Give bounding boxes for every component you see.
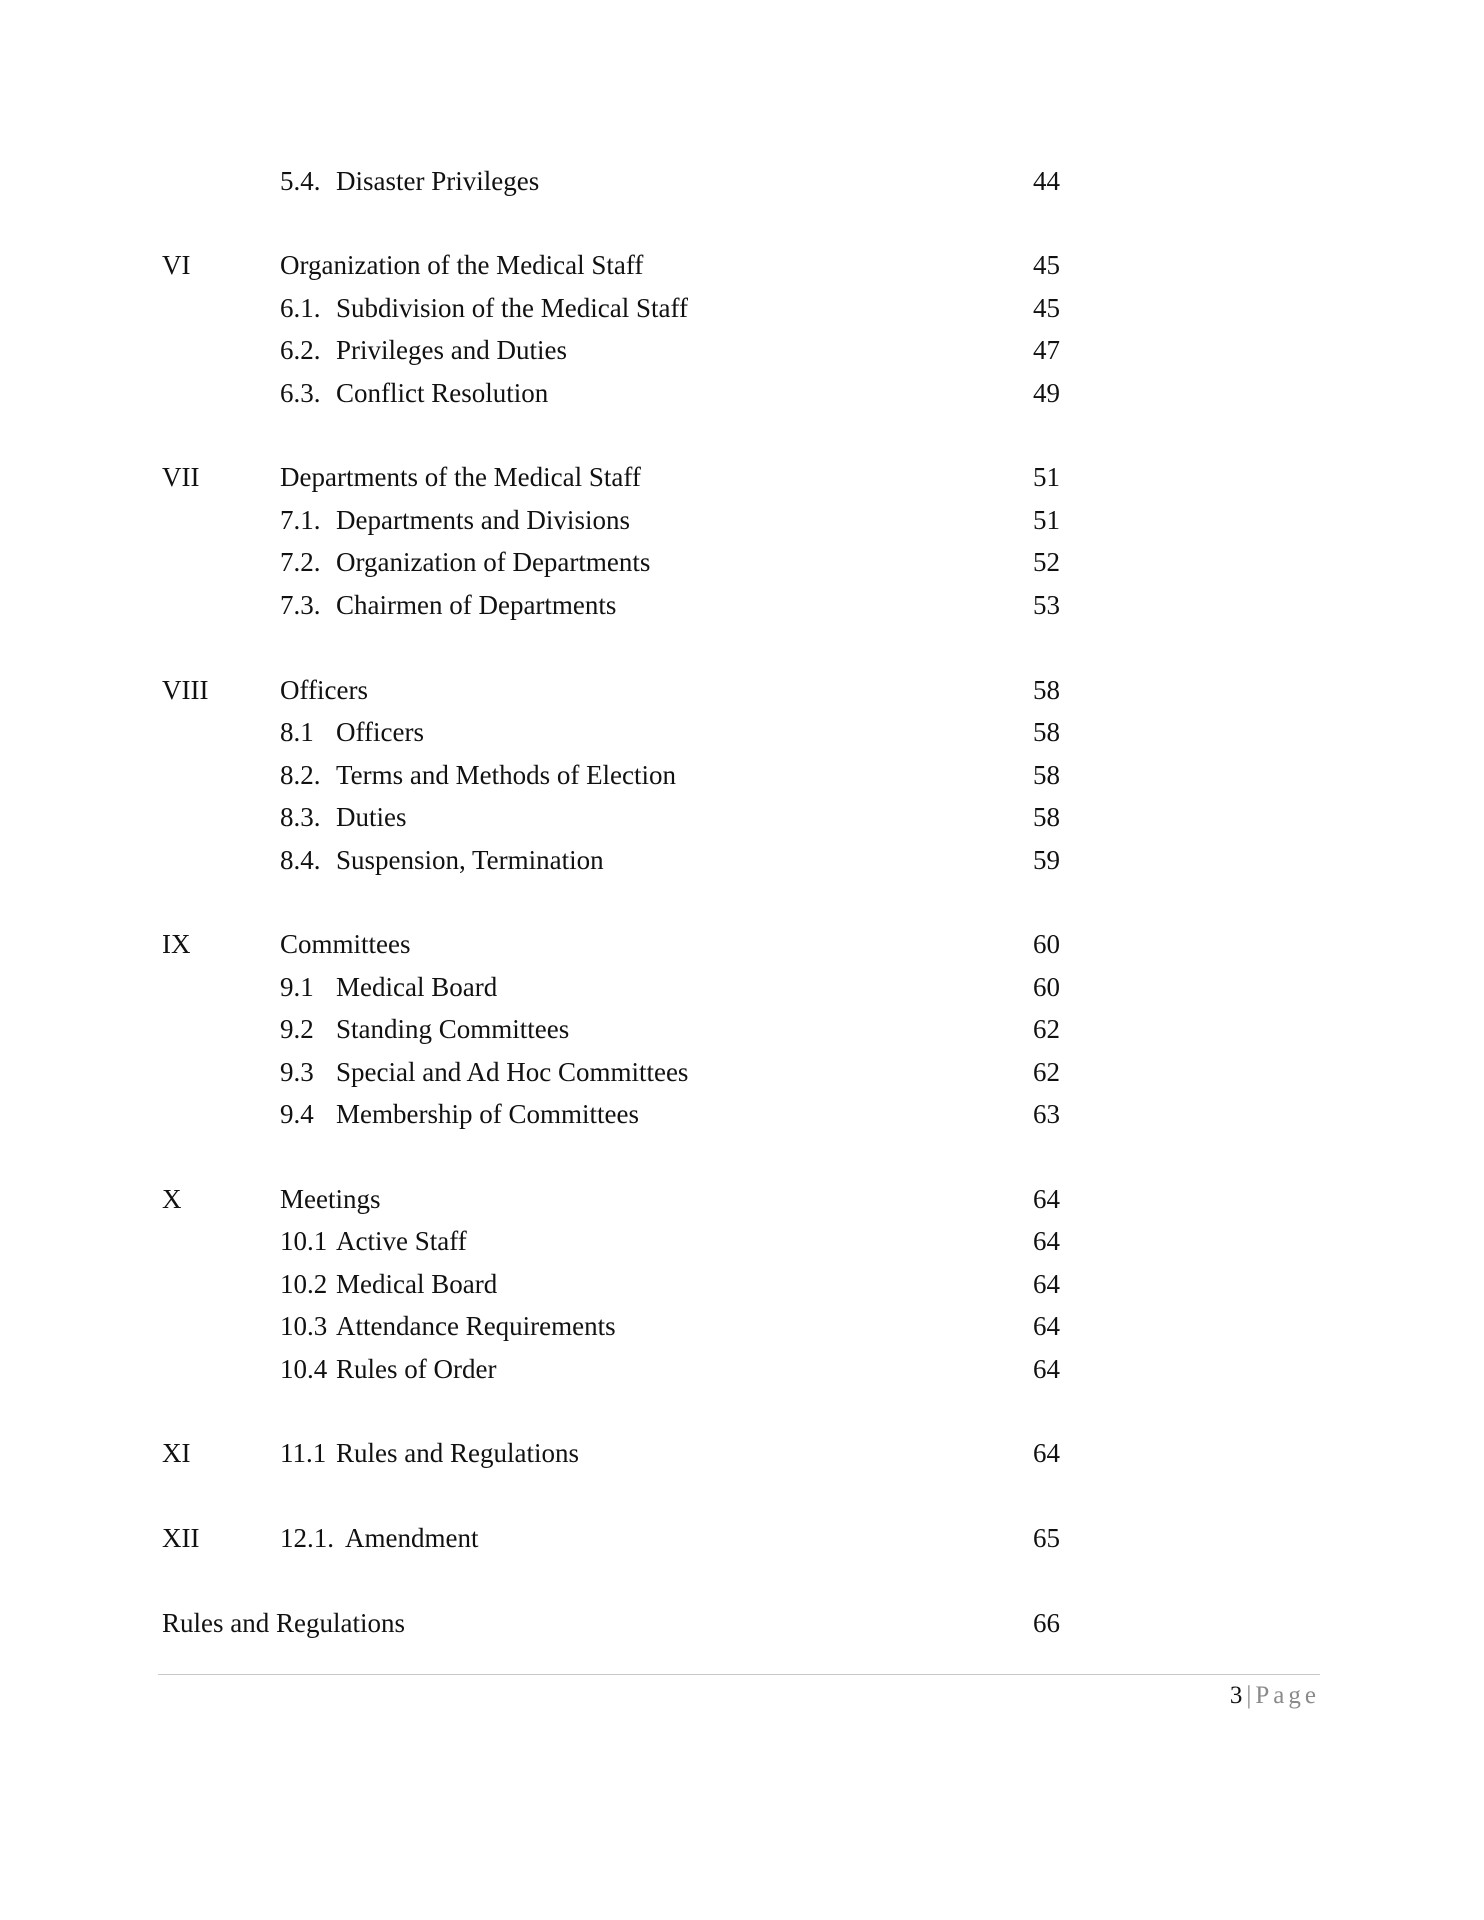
toc-entry [0,797,1484,837]
toc-page-number: 51 [1033,505,1060,535]
toc-chapter-numeral: IX [162,929,191,959]
toc-page-number: 64 [1033,1438,1060,1468]
toc-section-number: 9.3 [280,1057,314,1087]
toc-section-title: Officers [336,717,424,747]
toc-chapter-title: Organization of the Medical Staff [280,250,644,280]
toc-entry [0,585,1484,625]
toc-section-title: Privileges and Duties [336,335,567,365]
footer-page-word: Page [1255,1682,1320,1709]
toc-section-title: Terms and Methods of Election [336,760,677,790]
toc-section-title: Medical Board [336,1269,498,1299]
toc-chapter-numeral: VI [162,250,191,280]
toc-section-title: Disaster Privileges [336,166,540,196]
toc-section-number: 9.1 [280,972,314,1002]
toc-section-title: Membership of Committees [336,1099,639,1129]
toc-section-number: 10.1 [280,1226,328,1256]
footer-page-number: 3 [1229,1682,1243,1709]
toc-page-number: 64 [1033,1184,1060,1214]
toc-section-number: 7.1. [280,505,321,535]
toc-entry [0,373,1484,413]
toc-section-title: Subdivision of the Medical Staff [336,293,688,323]
toc-entry [0,1306,1484,1346]
toc-chapter-entry [0,924,1484,964]
toc-section-number: 10.4 [280,1354,328,1384]
toc-final-title: Rules and Regulations [162,1608,405,1638]
toc-section-number: 7.3. [280,590,321,620]
toc-page-number: 64 [1033,1311,1060,1341]
toc-entry [0,542,1484,582]
toc-section-title: Attendance Requirements [336,1311,616,1341]
toc-entry [0,840,1484,880]
toc-entry [0,1349,1484,1389]
toc-section-number: 10.2 [280,1269,328,1299]
toc-chapter-entry [0,245,1484,285]
toc-page-number: 45 [1033,250,1060,280]
toc-chapter-title: Committees [280,929,411,959]
toc-section-number: 9.4 [280,1099,314,1129]
toc-section-number: 5.4. [280,166,321,196]
toc-chapter-numeral: X [162,1184,182,1214]
toc-section-number: 8.1 [280,717,314,747]
toc-page-number: 60 [1033,929,1060,959]
toc-chapter-entry [0,1518,1484,1558]
toc-section-number: 6.2. [280,335,321,365]
toc-page-number: 65 [1033,1523,1060,1553]
toc-section-number: 9.2 [280,1014,314,1044]
toc-section-number: 7.2. [280,547,321,577]
toc-page-number: 58 [1033,760,1060,790]
toc-entry [0,161,1484,201]
toc-entry [0,712,1484,752]
toc-page-number: 64 [1033,1226,1060,1256]
toc-section-title: Rules and Regulations [336,1438,579,1468]
toc-section-number: 8.3. [280,802,321,832]
toc-page-number: 58 [1033,717,1060,747]
footer-divider [158,1674,1320,1675]
toc-entry [0,1009,1484,1049]
toc-section-title: Suspension, Termination [336,845,604,875]
toc-chapter-entry [0,457,1484,497]
toc-page-number: 64 [1033,1354,1060,1384]
toc-chapter-title: Meetings [280,1184,381,1214]
toc-chapter-entry [0,1433,1484,1473]
toc-section-title: Special and Ad Hoc Committees [336,1057,689,1087]
toc-page-number: 58 [1033,802,1060,832]
toc-section-title: Rules of Order [336,1354,497,1384]
toc-page-number: 66 [1033,1608,1060,1638]
toc-page-number: 63 [1033,1099,1060,1129]
toc-page-number: 47 [1033,335,1060,365]
toc-section-title: Standing Committees [336,1014,570,1044]
toc-entry [0,1264,1484,1304]
toc-section-number: 6.1. [280,293,321,323]
toc-entry [0,1094,1484,1134]
toc-page-number: 59 [1033,845,1060,875]
toc-section-number: 11.1 [280,1438,327,1468]
toc-entry [0,1052,1484,1092]
toc-section-number: 12.1. [280,1523,334,1553]
toc-chapter-entry [0,670,1484,710]
toc-section-title: Chairmen of Departments [336,590,617,620]
toc-final-entry [0,1603,1484,1643]
toc-entry [0,288,1484,328]
toc-section-number: 6.3. [280,378,321,408]
toc-chapter-numeral: XI [162,1438,191,1468]
toc-section-title: Active Staff [336,1226,467,1256]
toc-page-number: 62 [1033,1057,1060,1087]
toc-chapter-entry [0,1179,1484,1219]
toc-page-number: 53 [1033,590,1060,620]
toc-section-title: Departments and Divisions [336,505,630,535]
page-footer [1230,1676,1320,1716]
toc-chapter-title: Departments of the Medical Staff [280,462,641,492]
toc-entry [0,330,1484,370]
toc-page-number: 52 [1033,547,1060,577]
toc-chapter-title: Officers [280,675,368,705]
toc-entry [0,967,1484,1007]
toc-page-number: 58 [1033,675,1060,705]
toc-page-number: 51 [1033,462,1060,492]
toc-page-number: 49 [1033,378,1060,408]
toc-section-number: 10.3 [280,1311,328,1341]
toc-chapter-numeral: VII [162,462,200,492]
toc-section-title: Amendment [345,1523,479,1553]
toc-entry [0,1221,1484,1261]
toc-section-title: Duties [336,802,407,832]
toc-page-number: 60 [1033,972,1060,1002]
toc-section-number: 8.2. [280,760,321,790]
toc-page-number: 44 [1033,166,1060,196]
toc-chapter-numeral: VIII [162,675,209,705]
toc-entry [0,500,1484,540]
toc-page-number: 45 [1033,293,1060,323]
toc-entry [0,755,1484,795]
toc-section-title: Medical Board [336,972,498,1002]
toc-section-title: Organization of Departments [336,547,651,577]
toc-page-number: 62 [1033,1014,1060,1044]
toc-section-title: Conflict Resolution [336,378,549,408]
toc-page-number: 64 [1033,1269,1060,1299]
toc-section-number: 8.4. [280,845,321,875]
footer-separator: | [1246,1682,1252,1709]
toc-chapter-numeral: XII [162,1523,200,1553]
